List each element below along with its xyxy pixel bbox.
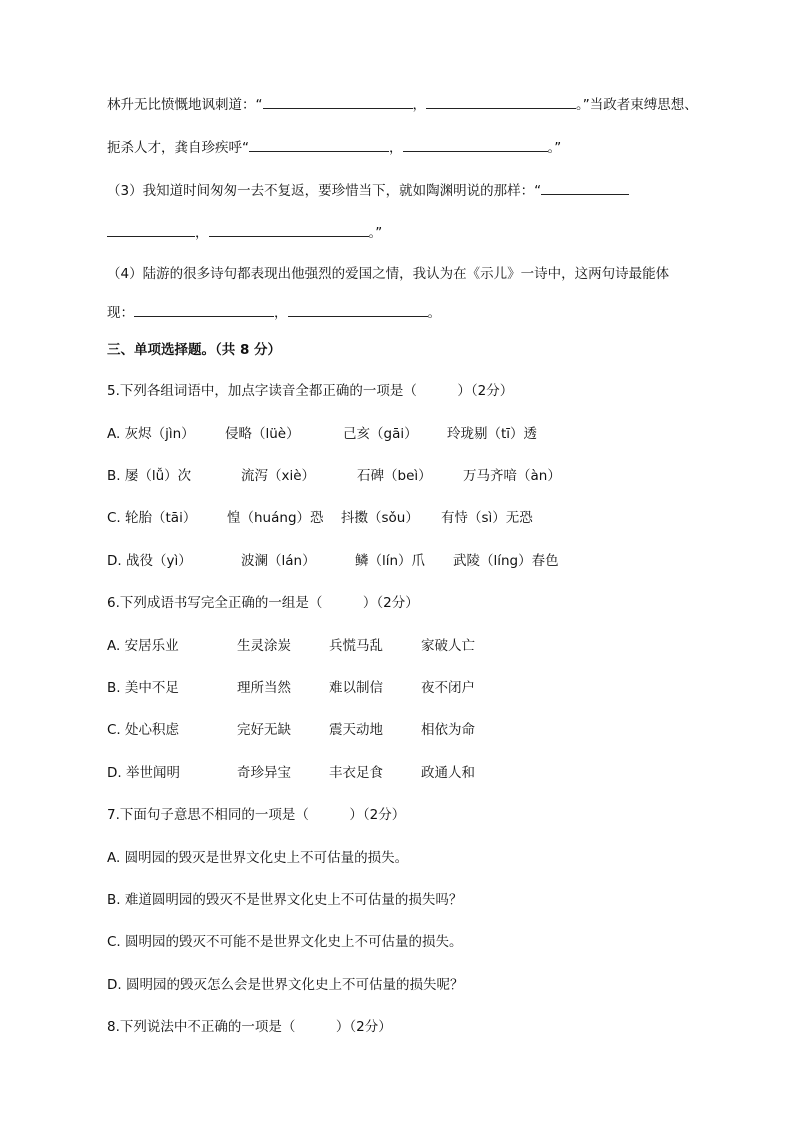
q4-sub4-line-1 — [107, 264, 669, 284]
q5-option-a[interactable]: A. 灰烬（jìn） 侵略（lüè） 己亥（gāi） 玲珑剔（tī）透 — [107, 426, 538, 442]
q6-option-d[interactable]: D. 举世闻明 奇珍异宝 丰衣足食 政通人和 — [107, 765, 475, 781]
q6-option-b[interactable]: B. 美中不足 理所当然 难以制信 夜不闭户 — [107, 680, 475, 696]
q4-line1-text: 林升无比愤慨地讽刺道：“ — [107, 97, 263, 113]
answer-blank[interactable] — [288, 302, 428, 317]
answer-blank[interactable] — [249, 137, 389, 152]
q7-option-a[interactable]: A. 圆明园的毁灭是世界文化史上不可估量的损失。 — [107, 850, 409, 866]
q4-sub4-line-2: 现： ， 。 — [107, 302, 441, 323]
q7-stem: 7.下面句子意思不相同的一项是（ ）（2分） — [107, 807, 406, 823]
q4-sub3-line-2: ， 。” — [107, 222, 382, 243]
answer-blank[interactable] — [541, 180, 629, 195]
q4-sub3-line-1 — [107, 180, 629, 201]
q4-sub4-text: （4）陆游的很多诗句都表现出他强烈的爱国之情，我认为在《示儿》一诗中，这两句诗最能体 — [107, 266, 670, 282]
answer-blank[interactable] — [107, 222, 195, 237]
q7-option-c[interactable]: C. 圆明园的毁灭不可能不是世界文化史上不可估量的损失。 — [107, 934, 463, 950]
section-3-heading: 三、单项选择题。（共 8 分） — [107, 342, 282, 358]
q5-option-c[interactable]: C. 轮胎（tāi） 惶（huáng）恐 抖擞（sǒu） 有恃（sì）无恐 — [107, 510, 533, 526]
q5-option-d[interactable]: D. 战役（yì） 波澜（lán） 鳞（lín）爪 武陵（líng）春色 — [107, 553, 559, 569]
q4-line2-text: 扼杀人才，龚自珍疾呼“ — [107, 140, 249, 156]
answer-blank[interactable] — [209, 222, 369, 237]
q4-line-2: 扼杀人才，龚自珍疾呼“ ， 。” — [107, 137, 561, 158]
q7-option-b[interactable]: B. 难道圆明园的毁灭不是世界文化史上不可估量的损失吗？ — [107, 892, 463, 908]
q8-stem: 8.下列说法中不正确的一项是（ ）（2分） — [107, 1019, 392, 1035]
answer-blank[interactable] — [403, 137, 548, 152]
q7-option-d[interactable]: D. 圆明园的毁灭怎么会是世界文化史上不可估量的损失呢？ — [107, 977, 464, 993]
answer-blank[interactable] — [263, 94, 413, 109]
q6-stem: 6.下列成语书写完全正确的一组是（ ）（2分） — [107, 595, 419, 611]
q5-option-b[interactable]: B. 屡（lǚ）次 流泻（xiè） 石碑（beì） 万马齐喑（àn） — [107, 468, 561, 484]
q6-option-a[interactable]: A. 安居乐业 生灵涂炭 兵慌马乱 家破人亡 — [107, 638, 475, 654]
answer-blank[interactable] — [426, 94, 576, 109]
q6-option-c[interactable]: C. 处心积虑 完好无缺 震天动地 相依为命 — [107, 722, 475, 738]
q5-stem: 5.下列各组词语中，加点字读音全都正确的一项是（ ）（2分） — [107, 383, 514, 399]
answer-blank[interactable] — [134, 302, 274, 317]
q4-sub3-text: （3）我知道时间匆匆一去不复返，要珍惜当下，就如陶渊明说的那样：“ — [107, 183, 542, 199]
q4-line-1: 林升无比愤慨地讽刺道：“ ， 。”当政者束缚思想、 — [107, 94, 698, 115]
